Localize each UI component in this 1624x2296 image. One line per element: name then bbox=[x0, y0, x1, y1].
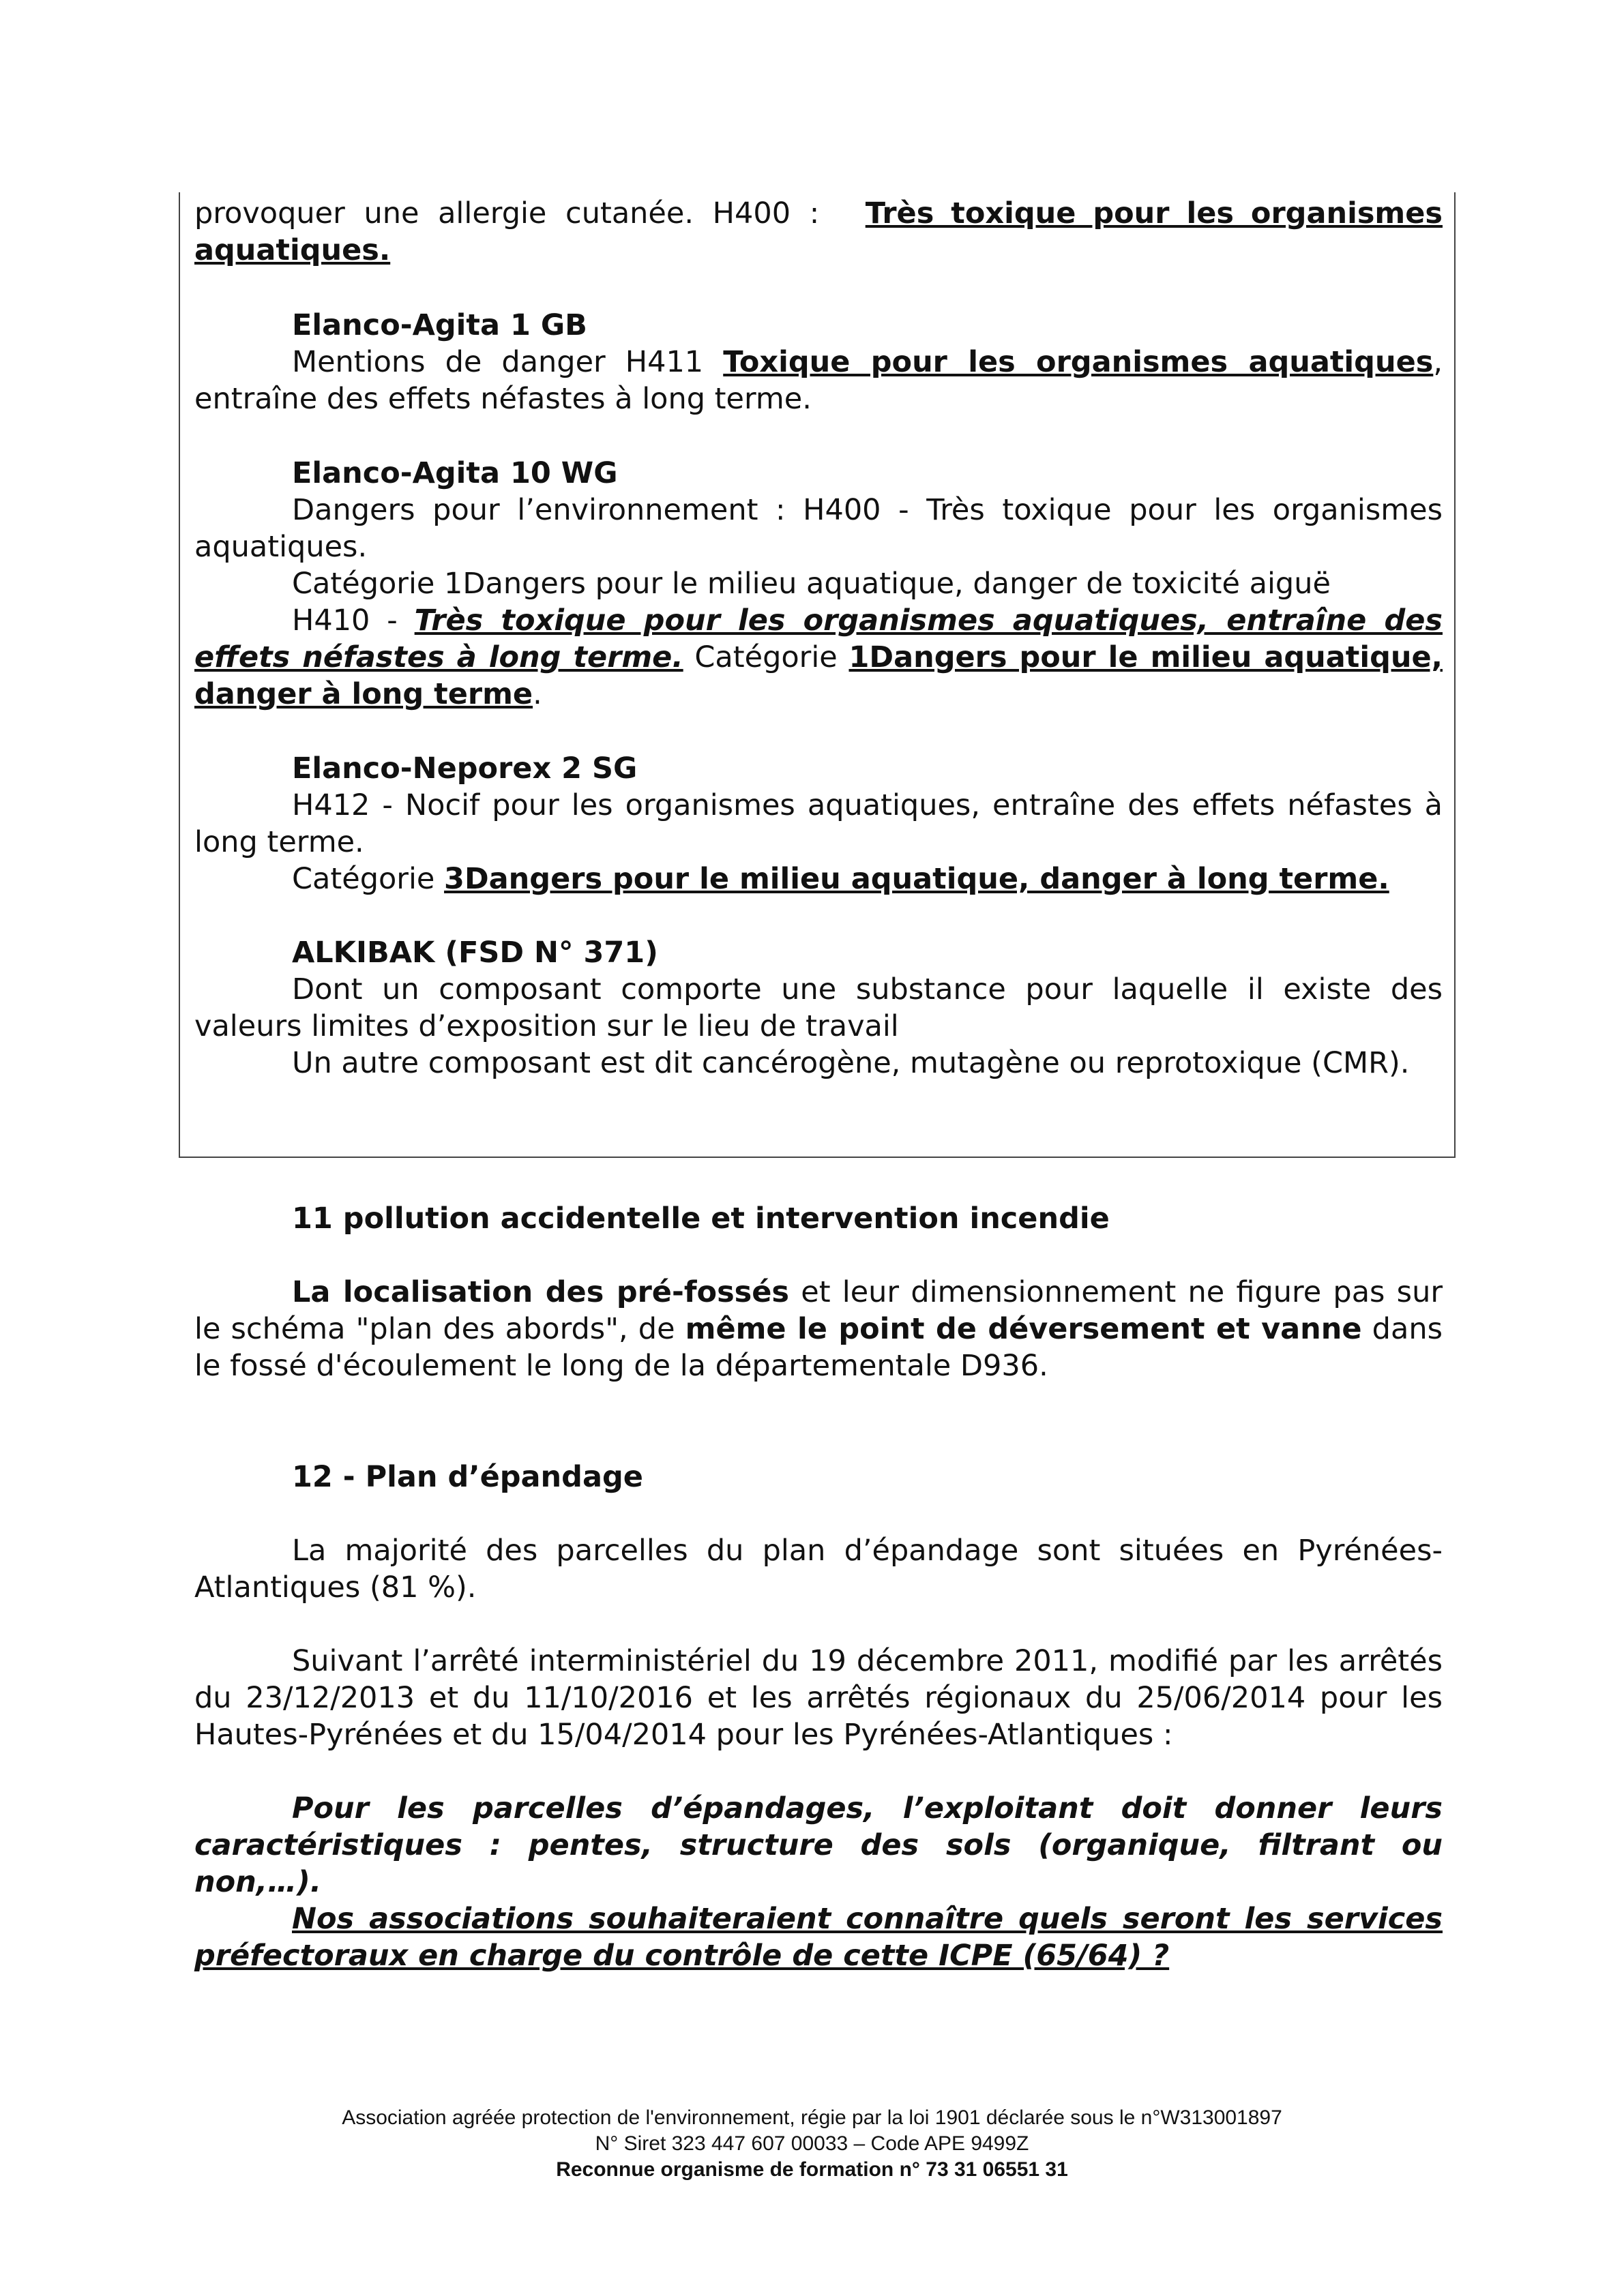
agita10-line1: Dangers pour l’environnement : H400 - Très toxique pour les organismes aquatiques. bbox=[194, 493, 1443, 564]
section12-paragraph2: Suivant l’arrêté interministériel du 19 décembre 2011, modifié par les arrêtés du 23/12/2013 et du 11/10/2016 et les arrêtés régionaux du 25/06/2014 pour les Hautes-Pyrénées et du 15/04/2014 pour les Pyrénées-Atlantiques : bbox=[194, 1644, 1443, 1752]
section12-paragraph1: La majorité des parcelles du plan d’épandage sont situées en Pyrénées-Atlantiques (81 %). bbox=[194, 1534, 1443, 1605]
footer-line-2: N° Siret 323 447 607 00033 – Code APE 9499Z bbox=[595, 2132, 1029, 2155]
alkibak-title: ALKIBAK (FSD N° 371) bbox=[292, 936, 658, 970]
s11-bold2: même le point de déversement et vanne bbox=[685, 1312, 1362, 1346]
alkibak-line2: Un autre composant est dit cancérogène, mutagène ou reprotoxique (CMR). bbox=[292, 1046, 1410, 1080]
agita10-l3-pre: H410 - bbox=[292, 603, 415, 638]
agita1-post: , entraîne des effets néfastes à long terme. bbox=[194, 345, 1443, 416]
neporex-line1: H412 - Nocif pour les organismes aquatiques, entraîne des effets néfastes à long terme. bbox=[194, 788, 1443, 859]
agita10-l3-bi: Très toxique pour les organismes aquatiques, entraîne des effets néfastes à long terme. bbox=[194, 603, 1443, 674]
alkibak-line1: Dont un composant comporte une substance pour laquelle il existe des valeurs limites d’exposition sur le lieu de travail bbox=[194, 972, 1443, 1043]
section12-paragraph4: Nos associations souhaiteraient connaître quels seront les services préfectoraux en charge du contrôle de cette ICPE (65/64) ? bbox=[194, 1902, 1443, 1973]
footer-line-3: Reconnue organisme de formation n° 73 31 06551 31 bbox=[556, 2158, 1068, 2181]
section12-heading: 12 - Plan d’épandage bbox=[292, 1460, 643, 1494]
section11-paragraph bbox=[194, 1274, 1443, 1384]
agita1-pre: Mentions de danger H411 bbox=[292, 345, 724, 379]
footer-line-1: Association agréée protection de l'environnement, régie par la loi 1901 déclarée sous le n°W313001897 bbox=[342, 2106, 1282, 2129]
agita1-title: Elanco-Agita 1 GB bbox=[292, 308, 587, 342]
agita10-l3-b: 1Dangers pour le milieu aquatique, danger à long terme bbox=[194, 640, 1443, 711]
neporex-l2-pre: Catégorie bbox=[292, 862, 445, 896]
agita1-text bbox=[194, 344, 1443, 417]
agita1-bold: Toxique pour les organismes aquatiques bbox=[723, 345, 1434, 379]
s11-text1: et leur dimensionnement ne figure pas sur le schéma "plan des abords", de bbox=[194, 1275, 1443, 1346]
neporex-line2 bbox=[194, 861, 1443, 897]
h400-text: provoquer une allergie cutanée. H400 : bbox=[194, 196, 820, 230]
h400-bold: Très toxique pour les organismes bbox=[865, 196, 1443, 230]
agita10-title: Elanco-Agita 10 WG bbox=[292, 456, 618, 490]
section12-paragraph3: Pour les parcelles d’épandages, l’exploitant doit donner leurs caractéristiques : pentes, structure des sols (organique, filtrant ou non,…). bbox=[194, 1791, 1443, 1899]
h400-bold-cont: aquatiques. bbox=[194, 233, 391, 267]
s11-text2: dans le fossé d'écoulement le long de la départementale D936. bbox=[194, 1312, 1443, 1383]
agita10-line3 bbox=[194, 602, 1443, 713]
s11-bold1: La localisation des pré-fossés bbox=[292, 1275, 790, 1309]
neporex-title: Elanco-Neporex 2 SG bbox=[292, 751, 638, 786]
agita10-l3-end: . bbox=[533, 677, 542, 711]
agita10-line2: Catégorie 1Dangers pour le milieu aquatique, danger de toxicité aiguë bbox=[292, 567, 1331, 601]
section11-heading: 11 pollution accidentelle et intervention incendie bbox=[292, 1202, 1110, 1236]
neporex-l2-b: 3Dangers pour le milieu aquatique, danger à long terme. bbox=[444, 862, 1389, 896]
box-paragraph-1 bbox=[194, 195, 1443, 269]
agita10-l3-mid: Catégorie bbox=[683, 640, 849, 674]
